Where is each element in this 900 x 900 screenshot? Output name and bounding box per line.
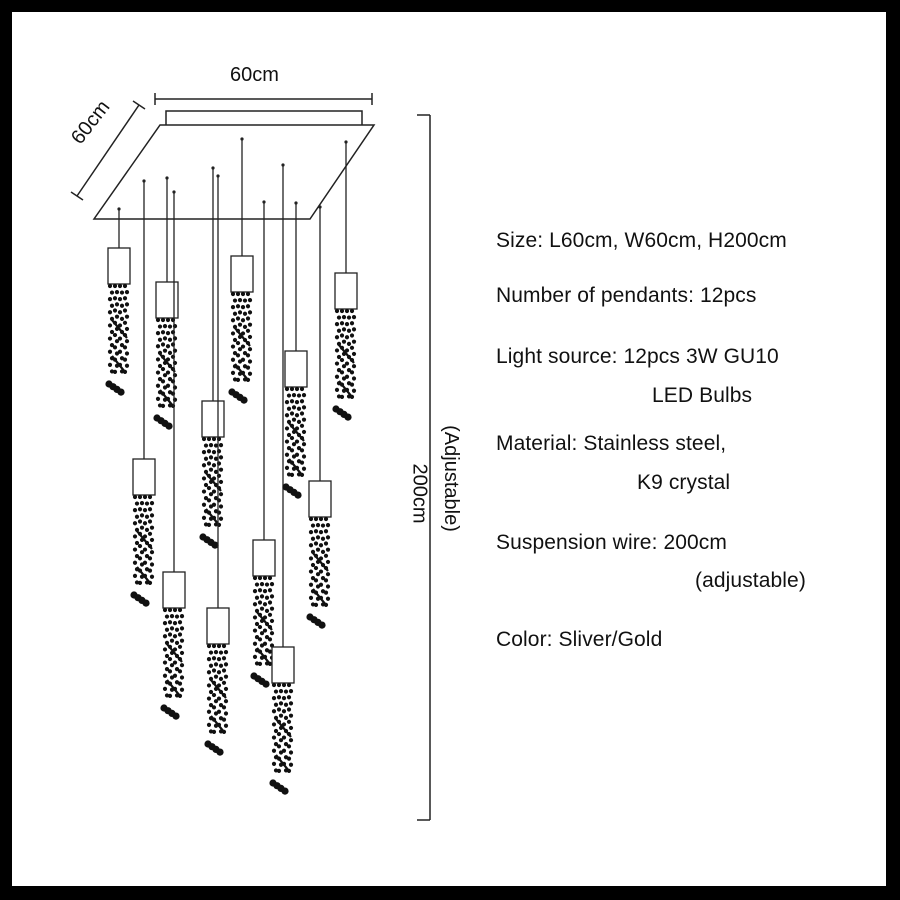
width-label: 60cm: [230, 64, 279, 86]
spec-light-source: Light source: 12pcs 3W GU10: [496, 345, 779, 368]
pendant-light: [250, 200, 275, 687]
spec-pendant-count: Number of pendants: 12pcs: [496, 284, 757, 307]
spec-suspension-wire: Suspension wire: 200cm: [496, 531, 727, 554]
pendant-light: [199, 166, 224, 548]
pendant-light: [130, 179, 155, 606]
pendant-light: [332, 140, 357, 420]
depth-label: 60cm: [67, 96, 115, 149]
pendant-group: [105, 137, 357, 794]
pendant-light: [105, 207, 130, 395]
height-label: 200cm: [408, 463, 431, 524]
width-dimension-line: [155, 93, 372, 105]
spec-size: Size: L60cm, W60cm, H200cm: [496, 229, 787, 252]
height-adjustable-note: (Adjustable): [439, 425, 462, 532]
pendant-light: [306, 205, 331, 628]
spec-material-cont: K9 crystal: [637, 471, 731, 494]
pendant-light: [160, 190, 185, 719]
spec-light-source-cont: LED Bulbs: [652, 384, 753, 407]
spec-material: Material: Stainless steel,: [496, 432, 727, 455]
diagram-panel: [12, 12, 886, 886]
spec-suspension-wire-cont: (adjustable): [695, 569, 806, 592]
ceiling-canopy: [94, 111, 374, 219]
pendant-light: [282, 201, 307, 498]
pendant-light: [269, 163, 294, 794]
spec-color: Color: Sliver/Gold: [496, 628, 663, 651]
